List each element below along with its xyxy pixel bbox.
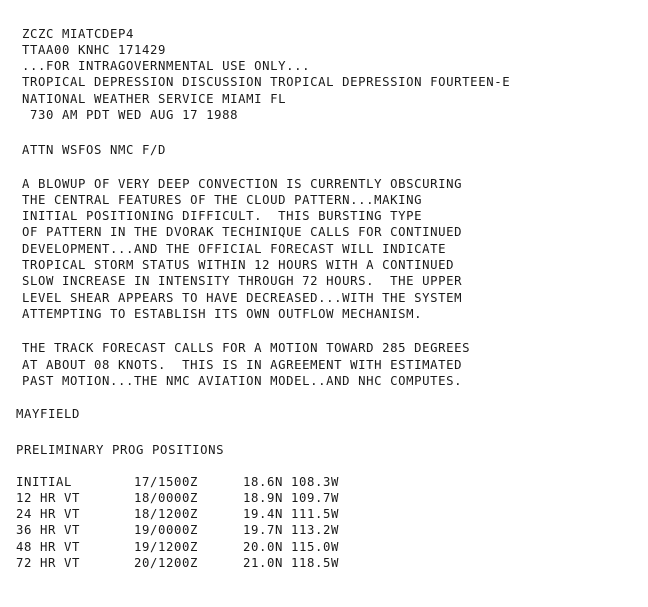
forecast-coords: 18.6N 108.3W xyxy=(243,475,340,489)
forecast-label: 12 HR VT xyxy=(16,491,81,505)
paragraph-line: THE TRACK FORECAST CALLS FOR A MOTION TOWARD 285 DEGREES xyxy=(22,341,471,355)
paragraph-line: LEVEL SHEAR APPEARS TO HAVE DECREASED...WITH THE SYSTEM xyxy=(22,291,463,305)
forecast-coords: 18.9N 109.7W xyxy=(243,491,340,505)
header-line-6: 730 AM PDT WED AUG 17 1988 xyxy=(22,108,239,122)
forecast-coords: 19.4N 111.5W xyxy=(243,507,340,521)
prog-heading: PRELIMINARY PROG POSITIONS xyxy=(16,443,225,457)
paragraph-line: TROPICAL STORM STATUS WITHIN 12 HOURS WITH A CONTINUED xyxy=(22,258,455,272)
forecast-time: 18/0000Z xyxy=(134,491,199,505)
forecast-time: 19/1200Z xyxy=(134,540,199,554)
forecast-time: 17/1500Z xyxy=(134,475,199,489)
forecast-time: 19/0000Z xyxy=(134,523,199,537)
header-line-4: TROPICAL DEPRESSION DISCUSSION TROPICAL DEPRESSION FOURTEEN-E xyxy=(22,75,511,89)
forecast-label: 72 HR VT xyxy=(16,556,81,570)
forecast-label: INITIAL xyxy=(16,475,73,489)
forecast-coords: 20.0N 115.0W xyxy=(243,540,340,554)
paragraph-line: SLOW INCREASE IN INTENSITY THROUGH 72 HOURS. THE UPPER xyxy=(22,274,463,288)
forecast-coords: 19.7N 113.2W xyxy=(243,523,340,537)
header-line-5: NATIONAL WEATHER SERVICE MIAMI FL xyxy=(22,92,287,106)
paragraph-line: THE CENTRAL FEATURES OF THE CLOUD PATTERN...MAKING xyxy=(22,193,423,207)
paragraph-line: A BLOWUP OF VERY DEEP CONVECTION IS CURRENTLY OBSCURING xyxy=(22,177,463,191)
paragraph-line: OF PATTERN IN THE DVORAK TECHINIQUE CALLS FOR CONTINUED xyxy=(22,225,463,239)
signature: MAYFIELD xyxy=(16,407,81,421)
paragraph-line: INITIAL POSITIONING DIFFICULT. THIS BURSTING TYPE xyxy=(22,209,423,223)
header-line-1: ZCZC MIATCDEP4 xyxy=(22,27,135,41)
forecast-label: 24 HR VT xyxy=(16,507,81,521)
forecast-label: 48 HR VT xyxy=(16,540,81,554)
forecast-time: 18/1200Z xyxy=(134,507,199,521)
paragraph-line: PAST MOTION...THE NMC AVIATION MODEL..AND NHC COMPUTES. xyxy=(22,374,463,388)
forecast-coords: 21.0N 118.5W xyxy=(243,556,340,570)
paragraph-line: ATTEMPTING TO ESTABLISH ITS OWN OUTFLOW MECHANISM. xyxy=(22,307,423,321)
forecast-label: 36 HR VT xyxy=(16,523,81,537)
paragraph-line: DEVELOPMENT...AND THE OFFICIAL FORECAST WILL INDICATE xyxy=(22,242,447,256)
paragraph-line: AT ABOUT 08 KNOTS. THIS IS IN AGREEMENT WITH ESTIMATED xyxy=(22,358,463,372)
header-line-3: ...FOR INTRAGOVERNMENTAL USE ONLY... xyxy=(22,59,311,73)
forecast-time: 20/1200Z xyxy=(134,556,199,570)
header-line-2: TTAA00 KNHC 171429 xyxy=(22,43,167,57)
attn-line: ATTN WSFOS NMC F/D xyxy=(22,143,167,157)
